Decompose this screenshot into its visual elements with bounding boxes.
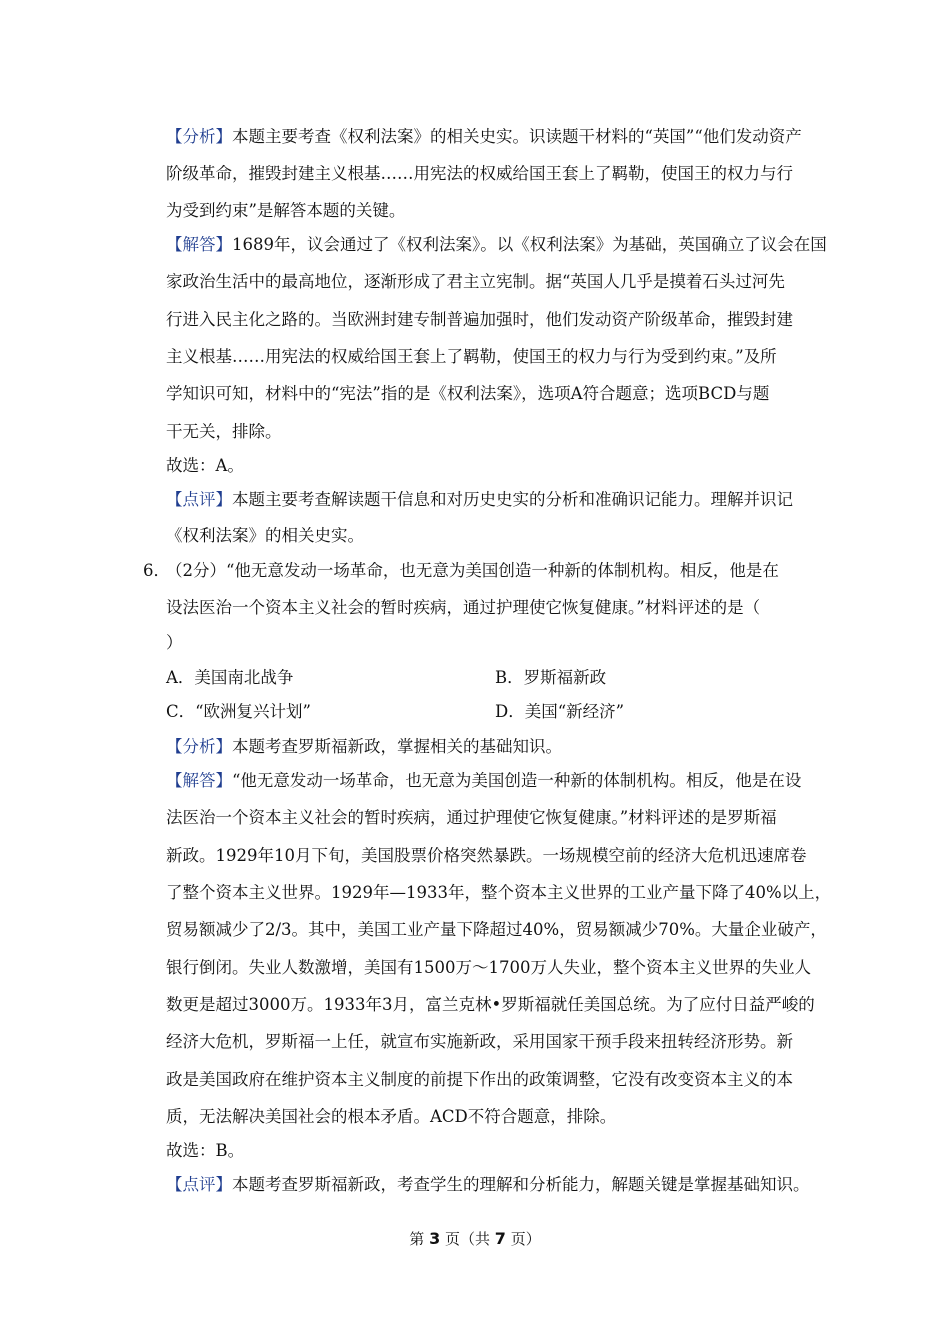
q6-solution-line-4: 了整个资本主义世界。1929年—1933年，整个资本主义世界的工业产量下降了40%以上， [166,883,832,902]
option-a: A．美国南北战争 [166,668,294,687]
q5-analysis [166,126,802,148]
q6-stem-line-3: ） [166,633,183,652]
q6-stem-line-1: （2分）“他无意发动一场革命，也无意为美国创造一种新的体制机构。相反，他是在 [166,561,779,580]
q5-solution-line-2: 家政治生活中的最高地位，逐渐形成了君主立宪制。据“英国人几乎是摸着石头过河先 [166,272,785,291]
analysis-tag: 【分析】 [166,737,232,756]
solution-tag: 【解答】 [166,235,232,254]
q6-solution-line-1: “他无意发动一场革命，也无意为美国创造一种新的体制机构。相反，他是在设 [232,771,802,790]
footer-prefix: 第 [409,1230,425,1248]
q6-comment-text: 本题考查罗斯福新政，考查学生的理解和分析能力，解题关键是掌握基础知识。 [232,1175,810,1194]
comment-tag: 【点评】 [166,490,232,509]
q6-answer: 故选：B。 [166,1141,245,1160]
q5-comment-line-1: 本题主要考查解读题干信息和对历史史实的分析和准确识记能力。理解并识记 [232,490,793,509]
q6-solution-line-2: 法医治一个资本主义社会的暂时疾病，通过护理使它恢复健康。”材料评述的是罗斯福 [166,808,777,827]
q6-solution-line-8: 经济大危机，罗斯福一上任，就宣布实施新政，采用国家干预手段来扭转经济形势。新 [166,1032,793,1051]
q6-stem-line-2: 设法医治一个资本主义社会的暂时疾病，通过护理使它恢复健康。”材料评述的是（ [166,598,761,617]
q6-comment [166,1174,810,1196]
footer-page-number: 3 [429,1229,441,1248]
footer-total-pages: 7 [494,1229,506,1248]
q5-solution [166,234,827,256]
q6-solution [166,770,801,792]
q5-solution-line-4: 主义根基……用宪法的权威给国王套上了羁勒，使国王的权力与行为受到约束。”及所 [166,347,777,366]
q5-solution-line-6: 干无关，排除。 [166,422,282,441]
option-c: C．“欧洲复兴计划” [166,702,311,721]
q5-analysis-line-1: 本题主要考查《权利法案》的相关史实。识读题干材料的“英国”“他们发动资产 [232,127,802,146]
option-d: D．美国“新经济” [495,702,625,721]
q5-analysis-line-2: 阶级革命，摧毁封建主义根基……用宪法的权威给国王套上了羁勒，使国王的权力与行 [166,164,793,183]
option-b: B．罗斯福新政 [495,668,607,687]
q5-solution-line-3: 行进入民主化之路的。当欧洲封建专制普遍加强时，他们发动资产阶级革命，摧毁封建 [166,310,793,329]
q5-comment [166,489,793,511]
page-footer [0,1228,950,1250]
footer-suffix: 页） [510,1230,541,1248]
question-number: 6． [143,561,170,580]
q6-solution-line-6: 银行倒闭。失业人数激增，美国有1500万～1700万人失业，整个资本主义世界的失业人 [166,958,811,977]
q6-analysis-text: 本题考查罗斯福新政，掌握相关的基础知识。 [232,737,562,756]
q5-analysis-line-3: 为受到约束”是解答本题的关键。 [166,201,406,220]
q6-solution-line-9: 政是美国政府在维护资本主义制度的前提下作出的政策调整，它没有改变资本主义的本 [166,1070,793,1089]
q6-solution-line-10: 质，无法解决美国社会的根本矛盾。ACD不符合题意，排除。 [166,1107,617,1126]
comment-tag: 【点评】 [166,1175,232,1194]
q6-solution-line-5: 贸易额减少了2/3。其中，美国工业产量下降超过40%，贸易额减少70%。大量企业破产， [166,920,827,939]
footer-middle: 页（共 [444,1230,490,1248]
q5-answer: 故选：A。 [166,456,244,475]
q5-solution-line-5: 学知识可知，材料中的“宪法”指的是《权利法案》，选项A符合题意；选项BCD与题 [166,384,770,403]
q5-comment-line-2: 《权利法案》的相关史实。 [166,526,364,545]
solution-tag: 【解答】 [166,771,232,790]
q6-solution-line-7: 数更是超过3000万。1933年3月，富兰克林•罗斯福就任美国总统。为了应付日益严峻的 [166,995,815,1014]
q6-analysis [166,736,562,758]
analysis-tag: 【分析】 [166,127,232,146]
q5-solution-line-1: 1689年，议会通过了《权利法案》。以《权利法案》为基础，英国确立了议会在国 [232,235,827,254]
q6-solution-line-3: 新政。1929年10月下旬，美国股票价格突然暴跌。一场规模空前的经济大危机迅速席卷 [166,846,807,865]
